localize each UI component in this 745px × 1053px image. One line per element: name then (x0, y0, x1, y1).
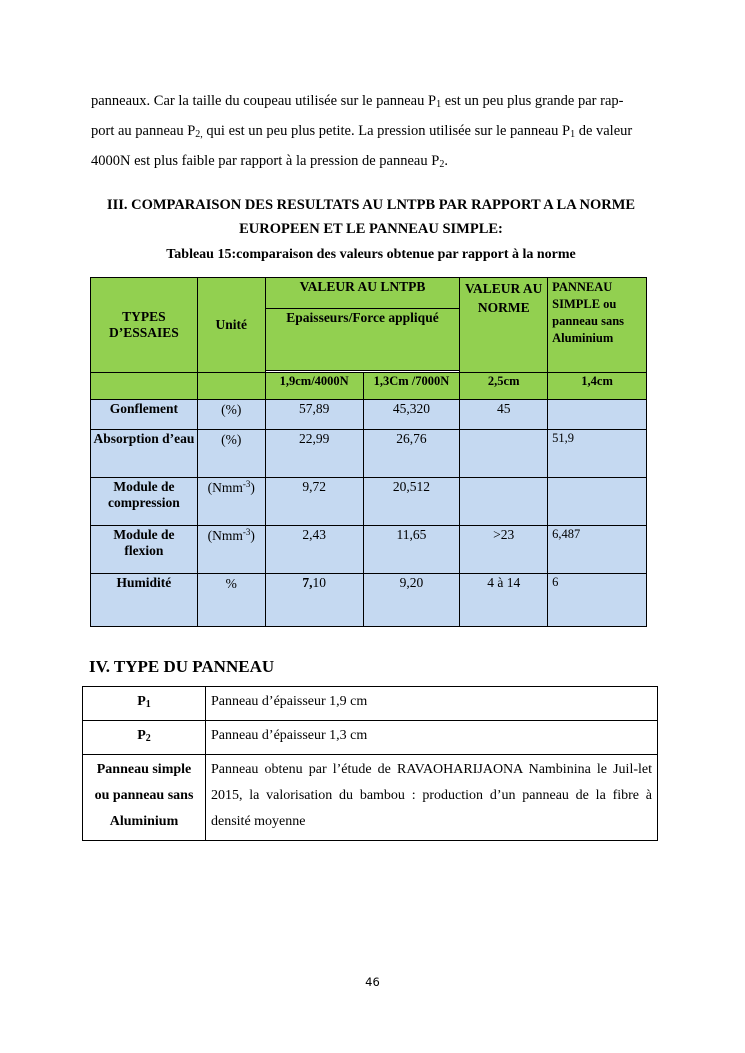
header-unite: Unité (197, 278, 265, 373)
header-col-2: 1,3Cm /7000N (363, 373, 460, 400)
table-row: Module de flexion (Nmm$^{-3}$) 2,43 11,65 >23 6,487 (91, 526, 647, 574)
section-4-heading: IV. TYPE DU PANNEAU (89, 657, 275, 676)
table-row: Absorption d’eau (%) 22,99 26,76 51,9 (91, 430, 647, 478)
comparison-table (90, 277, 647, 627)
table-row: Module de compression (Nmm$^{-3}$) 9,72 20,512 (91, 478, 647, 526)
table-15-caption: Tableau 15:comparaison des valeurs obtenue par rapport à la norme (166, 247, 576, 262)
intro-line-2: port au panneau $P_{2,}$ qui est un peu plus petite. La pression utilisée sur le panneau $P_1$ de valeur (91, 123, 633, 140)
header-norme: VALEUR AU NORME (460, 278, 548, 373)
intro-paragraph (91, 88, 651, 178)
header-panneau-simple: PANNEAU SIMPLE ou panneau sans Aluminium (548, 278, 647, 373)
table-row: Gonflement (%) 57,89 45,320 45 (91, 400, 647, 430)
header-epaisseurs: Epaisseurs/Force appliqué (265, 309, 460, 371)
intro-line-3: 4000N est plus faible par rapport à la pression de panneau $P_2$. (91, 153, 448, 170)
table-row: Humidité % 7,10 9,20 4 à 14 6 (91, 574, 647, 627)
header-col-1: 1,9cm/4000N (265, 373, 363, 400)
section-3-heading: III. COMPARAISON DES RESULTATS AU LNTPB PAR RAPPORT A LA NORME EUROPEEN ET LE PANNEAU SIMPLE: (106, 197, 636, 237)
header-types: TYPES D’ESSAIES (91, 278, 198, 373)
table-row: $P_2$ Panneau d’épaisseur 1,3 cm (83, 721, 658, 755)
panel-type-table (82, 686, 658, 841)
page-number: 46 (365, 975, 380, 989)
intro-line-1: panneaux. Car la taille du coupeau utilisée sur le panneau $P_1$ est un peu plus grande par rap- (91, 93, 624, 110)
header-lntpb: VALEUR AU LNTPB (265, 278, 460, 309)
header-col-4: 1,4cm (548, 373, 647, 400)
header-col-3: 2,5cm (460, 373, 548, 400)
table-row: Panneau simple ou panneau sans Aluminium Panneau obtenu par l’étude de RAVAOHARIJAONA Nambinina le Juil-let 2015, la valorisation du bambou : production d’un panneau de la fibre à densité moyenne (83, 755, 658, 841)
table-row: $P_1$ Panneau d’épaisseur 1,9 cm (83, 687, 658, 721)
